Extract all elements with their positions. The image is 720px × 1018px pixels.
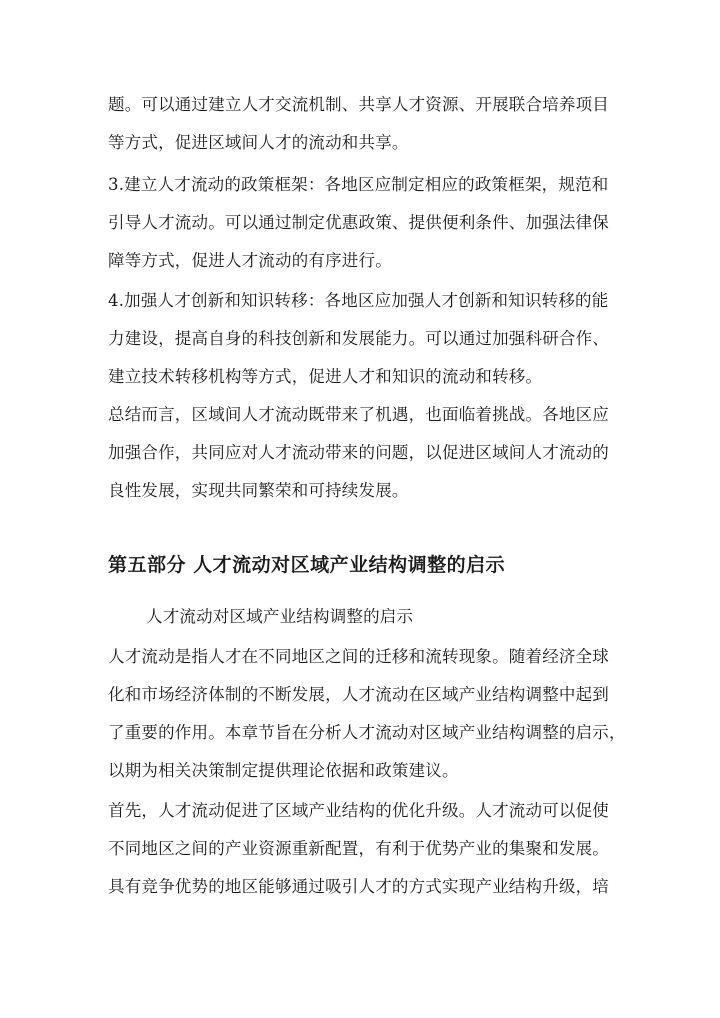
paragraph-line: 加强合作，共同应对人才流动带来的问题，以促进区域间人才流动的 — [108, 443, 609, 462]
paragraph-line: 化和市场经济体制的不断发展，人才流动在区域产业结构调整中起到 — [108, 685, 609, 704]
paragraph-line: 首先，人才流动促进了区域产业结构的优化升级。人才流动可以促使 — [108, 801, 609, 820]
paragraph-line: 力建设，提高自身的科技创新和发展能力。可以通过加强科研合作、 — [108, 329, 609, 348]
paragraph-line: 人才流动是指人才在不同地区之间的迁移和流转现象。随着经济全球 — [108, 647, 609, 666]
paragraph-line: 3.建立人才流动的政策框架：各地区应制定相应的政策框架，规范和 — [108, 175, 609, 194]
paragraph-line: 引导人才流动。可以通过制定优惠政策、提供便利条件、加强法律保 — [108, 213, 609, 232]
section-subtitle: 人才流动对区域产业结构调整的启示 — [146, 607, 414, 626]
paragraph-line: 以期为相关决策制定提供理论依据和政策建议。 — [108, 761, 459, 780]
paragraph-line: 建立技术转移机构等方式，促进人才和知识的流动和转移。 — [108, 367, 543, 386]
paragraph-line: 良性发展，实现共同繁荣和可持续发展。 — [108, 481, 409, 500]
paragraph-line: 题。可以通过建立人才交流机制、共享人才资源、开展联合培养项目 — [108, 95, 609, 114]
paragraph-line: 4.加强人才创新和知识转移：各地区应加强人才创新和知识转移的能 — [108, 291, 609, 310]
paragraph-line: 障等方式，促进人才流动的有序进行。 — [108, 251, 392, 270]
section-heading: 第五部分 人才流动对区域产业结构调整的启示 — [108, 554, 506, 576]
paragraph-line: 总结而言，区域间人才流动既带来了机遇，也面临着挑战。各地区应 — [108, 405, 609, 424]
paragraph-line: 具有竞争优势的地区能够通过吸引人才的方式实现产业结构升级，培 — [108, 877, 609, 896]
paragraph-line: 了重要的作用。本章节旨在分析人才流动对区域产业结构调整的启示， — [108, 723, 626, 742]
paragraph-line: 不同地区之间的产业资源重新配置，有利于优势产业的集聚和发展。 — [108, 839, 609, 858]
paragraph-line: 等方式，促进区域间人才的流动和共享。 — [108, 133, 409, 152]
